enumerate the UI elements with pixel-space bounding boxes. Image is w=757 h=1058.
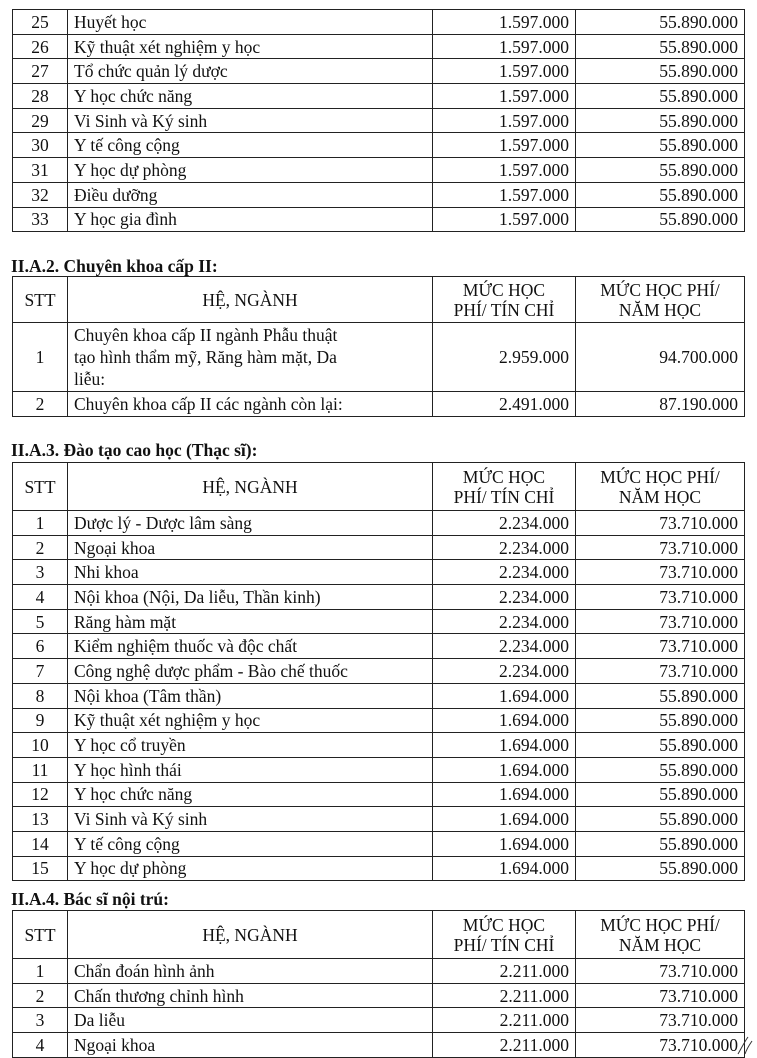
cell-per-credit: 1.597.000	[433, 182, 576, 207]
cell-name: Ngoại khoa	[68, 1033, 433, 1058]
cell-per-year: 73.710.000	[576, 609, 745, 634]
cell-stt: 2	[13, 983, 68, 1008]
table-row	[13, 560, 745, 585]
cell-name: Nhi khoa	[68, 560, 433, 585]
cell-name: Y tế công cộng	[68, 831, 433, 856]
cell-per-year: 73.710.000	[576, 983, 745, 1008]
table-row	[13, 609, 745, 634]
cell-stt: 3	[13, 560, 68, 585]
table-row	[13, 392, 745, 417]
header-per-year	[576, 277, 745, 323]
cell-per-year: 55.890.000	[576, 807, 745, 832]
table-row	[13, 683, 745, 708]
cell-stt: 7	[13, 659, 68, 684]
table-row	[13, 535, 745, 560]
cell-stt: 2	[13, 392, 68, 417]
table-row	[13, 511, 745, 536]
cell-stt: 1	[13, 959, 68, 984]
table-row	[13, 84, 745, 109]
cell-stt: 11	[13, 757, 68, 782]
cell-stt: 1	[13, 323, 68, 392]
tuition-table-a3	[12, 462, 745, 881]
cell-per-credit: 1.597.000	[433, 34, 576, 59]
cell-per-year: 73.710.000	[576, 585, 745, 610]
cell-name: Y tế công cộng	[68, 133, 433, 158]
header-name: HỆ, NGÀNH	[68, 277, 433, 323]
header-per-year-line1: MỨC HỌC PHÍ/	[600, 466, 720, 487]
cell-name: Kỹ thuật xét nghiệm y học	[68, 708, 433, 733]
header-per-credit	[433, 463, 576, 511]
cell-per-year: 73.710.000	[576, 659, 745, 684]
table-row	[13, 133, 745, 158]
cell-per-credit: 1.694.000	[433, 856, 576, 881]
cell-per-credit: 2.234.000	[433, 609, 576, 634]
table-row	[13, 659, 745, 684]
cell-name: Ngoại khoa	[68, 535, 433, 560]
table-row	[13, 1008, 745, 1033]
header-per-credit-line2: PHÍ/ TÍN CHỈ	[453, 486, 555, 507]
table-row	[13, 585, 745, 610]
cell-stt: 32	[13, 182, 68, 207]
cell-per-credit: 2.234.000	[433, 511, 576, 536]
cell-per-credit: 1.694.000	[433, 807, 576, 832]
cell-name: Nội khoa (Tâm thần)	[68, 683, 433, 708]
cell-per-year: 55.890.000	[576, 10, 745, 35]
table-row	[13, 1033, 745, 1058]
header-per-year	[576, 911, 745, 959]
cell-per-year: 73.710.000	[576, 634, 745, 659]
cell-stt: 9	[13, 708, 68, 733]
cell-stt: 4	[13, 1033, 68, 1058]
cell-per-credit: 1.597.000	[433, 84, 576, 109]
cell-name: Da liễu	[68, 1008, 433, 1033]
cell-stt: 15	[13, 856, 68, 881]
header-per-year-line2: NĂM HỌC	[618, 299, 702, 320]
header-per-credit-line2: PHÍ/ TÍN CHỈ	[453, 934, 555, 955]
header-per-credit-line1: MỨC HỌC	[462, 279, 546, 300]
table-row	[13, 782, 745, 807]
table-row	[13, 158, 745, 183]
cell-per-year: 87.190.000	[576, 392, 745, 417]
tuition-table-continued	[12, 9, 745, 232]
cell-per-year: 55.890.000	[576, 683, 745, 708]
cell-stt: 29	[13, 108, 68, 133]
header-per-year-line2: NĂM HỌC	[618, 934, 702, 955]
cell-per-year: 73.710.000	[576, 560, 745, 585]
cell-stt: 1	[13, 511, 68, 536]
cell-per-credit: 1.694.000	[433, 782, 576, 807]
cell-per-year: 55.890.000	[576, 182, 745, 207]
cell-per-credit: 2.234.000	[433, 535, 576, 560]
cell-stt: 4	[13, 585, 68, 610]
cell-name: Nội khoa (Nội, Da liễu, Thần kinh)	[68, 585, 433, 610]
cell-name: Y học cổ truyền	[68, 733, 433, 758]
cell-per-credit: 2.959.000	[433, 323, 576, 392]
cell-name: Chấn thương chỉnh hình	[68, 983, 433, 1008]
header-stt: STT	[13, 463, 68, 511]
table-row	[13, 757, 745, 782]
cell-per-year: 55.890.000	[576, 757, 745, 782]
header-per-credit-line2: PHÍ/ TÍN CHỈ	[453, 299, 555, 320]
cell-stt: 2	[13, 535, 68, 560]
cell-stt: 28	[13, 84, 68, 109]
cell-name: Điều dưỡng	[68, 182, 433, 207]
cell-name	[68, 323, 433, 392]
cell-per-credit: 1.694.000	[433, 757, 576, 782]
cell-stt: 5	[13, 609, 68, 634]
cell-per-credit: 2.234.000	[433, 585, 576, 610]
cell-per-credit: 2.211.000	[433, 983, 576, 1008]
tuition-table-a4	[12, 910, 745, 1058]
cell-name: Y học dự phòng	[68, 856, 433, 881]
table-row	[13, 10, 745, 35]
cell-per-year: 73.710.000	[576, 1008, 745, 1033]
cell-stt: 31	[13, 158, 68, 183]
cell-per-credit: 1.597.000	[433, 10, 576, 35]
cell-per-credit: 2.211.000	[433, 959, 576, 984]
cell-per-credit: 2.211.000	[433, 1008, 576, 1033]
cell-per-year: 73.710.000	[576, 511, 745, 536]
cell-stt: 14	[13, 831, 68, 856]
header-stt: STT	[13, 277, 68, 323]
table-header-row	[13, 277, 745, 323]
header-name: HỆ, NGÀNH	[68, 911, 433, 959]
cell-per-year: 55.890.000	[576, 831, 745, 856]
cell-name: Công nghệ dược phẩm - Bào chế thuốc	[68, 659, 433, 684]
header-per-credit-line1: MỨC HỌC	[462, 466, 546, 487]
cell-per-credit: 1.597.000	[433, 207, 576, 232]
table-row	[13, 733, 745, 758]
cell-stt: 8	[13, 683, 68, 708]
table-body	[13, 10, 745, 232]
table-row	[13, 708, 745, 733]
cell-name-line3: liễu:	[74, 369, 106, 389]
cell-per-year: 55.890.000	[576, 108, 745, 133]
cell-per-credit: 1.597.000	[433, 133, 576, 158]
cell-stt: 12	[13, 782, 68, 807]
cell-per-year: 55.890.000	[576, 84, 745, 109]
header-per-year	[576, 463, 745, 511]
cell-per-credit: 1.597.000	[433, 158, 576, 183]
cell-name: Kiểm nghiệm thuốc và độc chất	[68, 634, 433, 659]
cell-stt: 13	[13, 807, 68, 832]
cell-per-credit: 1.694.000	[433, 708, 576, 733]
cell-name: Kỹ thuật xét nghiệm y học	[68, 34, 433, 59]
header-per-year-line2: NĂM HỌC	[618, 486, 702, 507]
cell-name: Y học hình thái	[68, 757, 433, 782]
cell-stt: 3	[13, 1008, 68, 1033]
cell-per-year: 73.710.000	[576, 959, 745, 984]
table-header-row	[13, 911, 745, 959]
cell-name: Chẩn đoán hình ảnh	[68, 959, 433, 984]
cell-stt: 25	[13, 10, 68, 35]
cell-name-line1: Chuyên khoa cấp II ngành Phẫu thuật	[74, 325, 338, 345]
cell-per-credit: 2.234.000	[433, 634, 576, 659]
cell-name: Vi Sinh và Ký sinh	[68, 108, 433, 133]
table-row	[13, 323, 745, 392]
cell-per-year: 55.890.000	[576, 733, 745, 758]
cell-per-credit: 1.694.000	[433, 683, 576, 708]
cell-stt: 6	[13, 634, 68, 659]
cell-stt: 10	[13, 733, 68, 758]
table-row	[13, 182, 745, 207]
table-header-row	[13, 463, 745, 511]
cell-per-credit: 1.694.000	[433, 733, 576, 758]
table-row	[13, 856, 745, 881]
cell-stt: 30	[13, 133, 68, 158]
cell-per-credit: 2.234.000	[433, 659, 576, 684]
table-body	[13, 959, 745, 1058]
cell-per-year: 55.890.000	[576, 708, 745, 733]
table-row	[13, 108, 745, 133]
cell-name: Y học chức năng	[68, 84, 433, 109]
cell-per-year: 55.890.000	[576, 133, 745, 158]
cell-name-line2: tạo hình thẩm mỹ, Răng hàm mặt, Da	[74, 347, 337, 367]
tuition-table-a2	[12, 276, 745, 417]
table-row	[13, 983, 745, 1008]
cell-per-credit: 1.597.000	[433, 108, 576, 133]
header-per-credit	[433, 277, 576, 323]
cell-name: Vi Sinh và Ký sinh	[68, 807, 433, 832]
cell-name: Huyết học	[68, 10, 433, 35]
header-name: HỆ, NGÀNH	[68, 463, 433, 511]
table-row	[13, 634, 745, 659]
cell-per-year: 55.890.000	[576, 856, 745, 881]
cell-name: Dược lý - Dược lâm sàng	[68, 511, 433, 536]
cell-stt: 33	[13, 207, 68, 232]
table-row	[13, 807, 745, 832]
header-per-credit	[433, 911, 576, 959]
cell-name: Chuyên khoa cấp II các ngành còn lại:	[68, 392, 433, 417]
table-body	[13, 511, 745, 881]
cell-per-year: 55.890.000	[576, 782, 745, 807]
cell-stt: 26	[13, 34, 68, 59]
cell-per-year: 73.710.000	[576, 535, 745, 560]
cell-per-credit: 2.491.000	[433, 392, 576, 417]
section-heading-a4: II.A.4. Bác sĩ nội trú:	[11, 889, 169, 909]
signature-mark-icon	[736, 1035, 754, 1055]
cell-name: Y học gia đình	[68, 207, 433, 232]
cell-name: Tổ chức quản lý dược	[68, 59, 433, 84]
cell-per-year: 55.890.000	[576, 34, 745, 59]
cell-per-year: 55.890.000	[576, 207, 745, 232]
cell-per-credit: 1.694.000	[433, 831, 576, 856]
header-stt: STT	[13, 911, 68, 959]
cell-per-year: 73.710.000	[576, 1033, 745, 1058]
cell-per-year: 55.890.000	[576, 158, 745, 183]
cell-stt: 27	[13, 59, 68, 84]
section-heading-a3: II.A.3. Đào tạo cao học (Thạc sĩ):	[11, 440, 258, 460]
section-heading-a2: II.A.2. Chuyên khoa cấp II:	[11, 256, 218, 276]
cell-per-credit: 2.234.000	[433, 560, 576, 585]
cell-per-credit: 1.597.000	[433, 59, 576, 84]
header-per-credit-line1: MỨC HỌC	[462, 914, 546, 935]
table-row	[13, 831, 745, 856]
cell-per-credit: 2.211.000	[433, 1033, 576, 1058]
table-row	[13, 34, 745, 59]
table-row	[13, 959, 745, 984]
header-per-year-line1: MỨC HỌC PHÍ/	[600, 279, 720, 300]
cell-name: Y học dự phòng	[68, 158, 433, 183]
cell-per-year: 55.890.000	[576, 59, 745, 84]
header-per-year-line1: MỨC HỌC PHÍ/	[600, 914, 720, 935]
table-row	[13, 59, 745, 84]
cell-name: Y học chức năng	[68, 782, 433, 807]
cell-per-year: 94.700.000	[576, 323, 745, 392]
cell-name: Răng hàm mặt	[68, 609, 433, 634]
table-row	[13, 207, 745, 232]
